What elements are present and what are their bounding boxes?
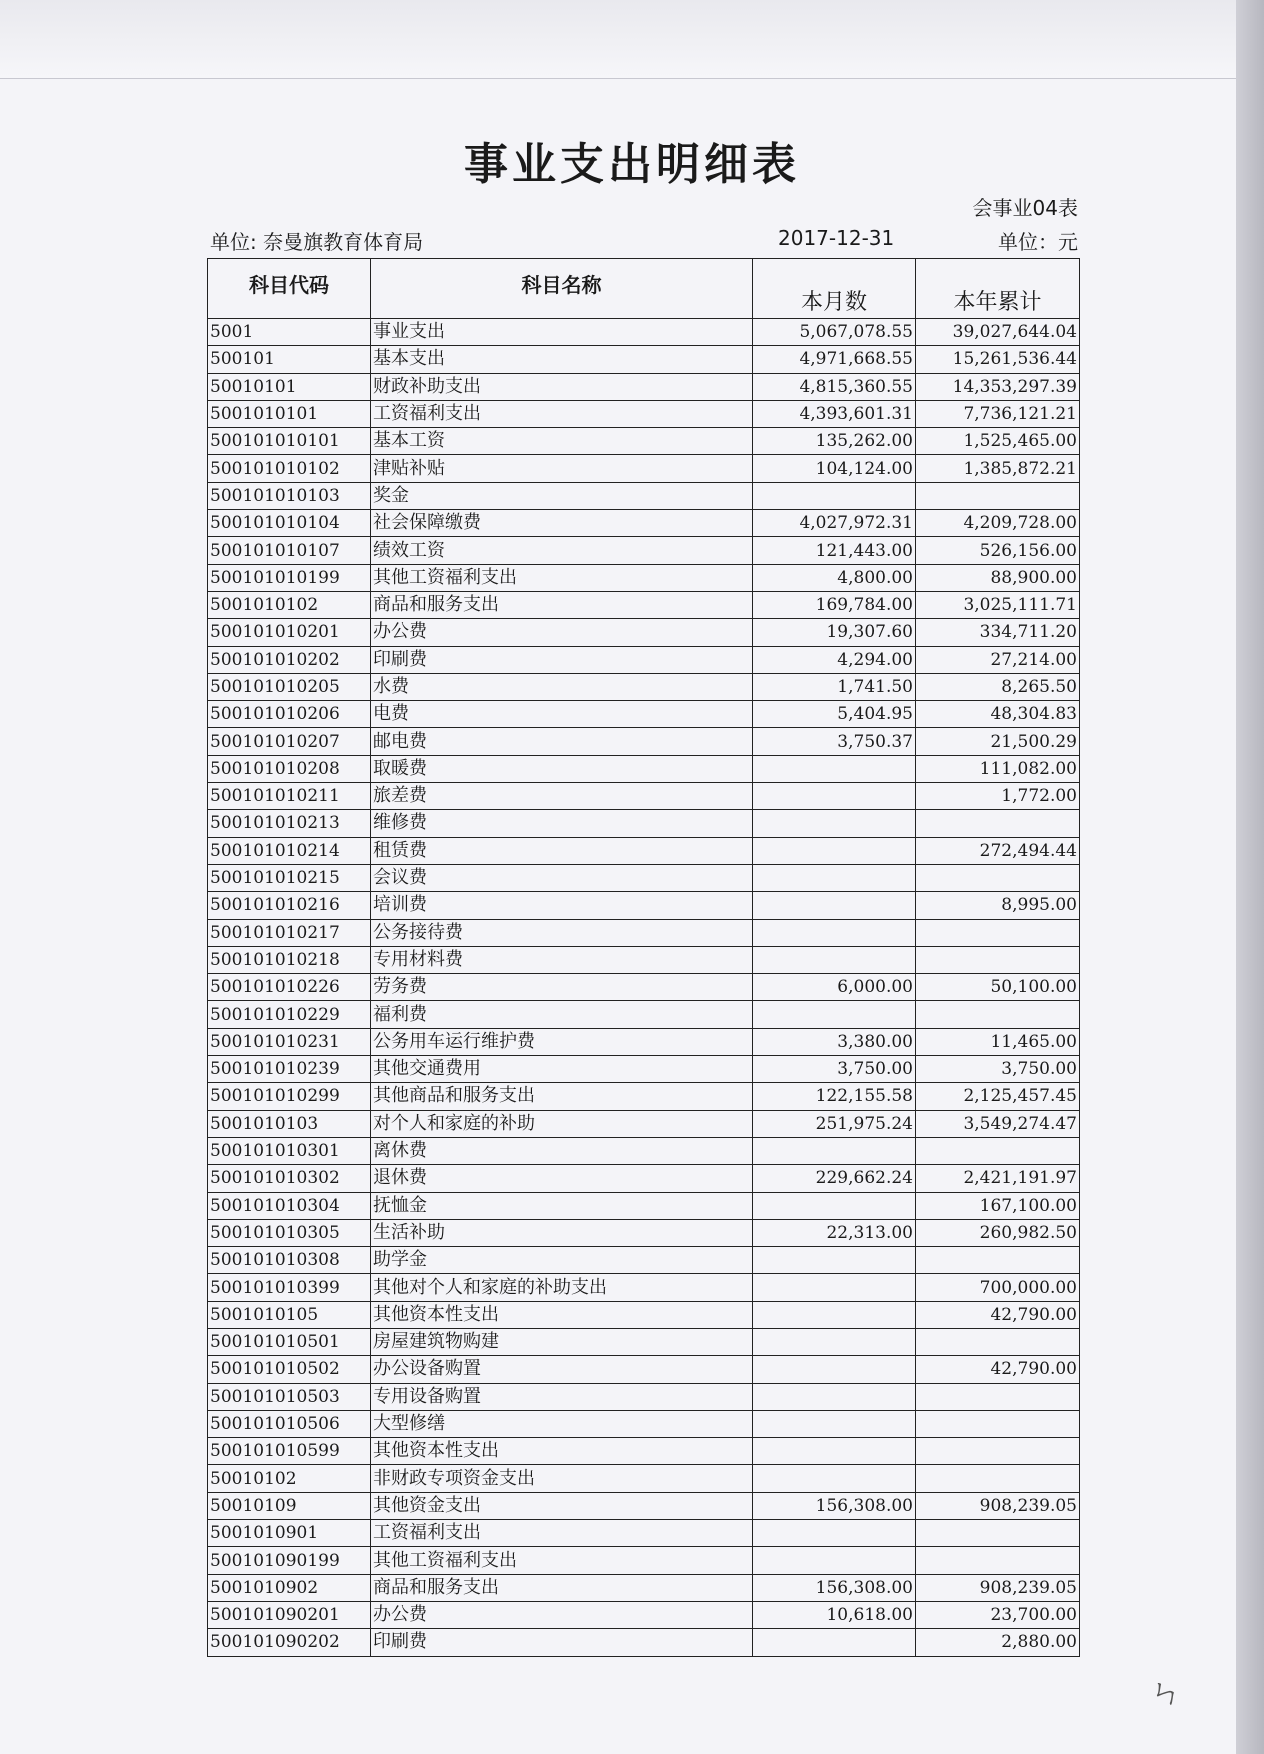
- row-ytd-amount: 15,261,536.44: [916, 346, 1080, 373]
- table-row: [208, 1219, 1080, 1246]
- row-code: 500101010202: [208, 646, 371, 673]
- row-code: 500101010231: [208, 1028, 371, 1055]
- header-name: 科目名称: [371, 259, 753, 319]
- row-month-amount: 4,294.00: [753, 646, 916, 673]
- row-ytd-amount: 1,772.00: [916, 783, 1080, 810]
- row-name: 奖金: [371, 482, 753, 509]
- row-ytd-amount: 11,465.00: [916, 1028, 1080, 1055]
- row-month-amount: 10,618.00: [753, 1601, 916, 1628]
- table-row: [208, 946, 1080, 973]
- row-ytd-amount: 111,082.00: [916, 755, 1080, 782]
- row-code: 50010109: [208, 1492, 371, 1519]
- row-code: 50010102: [208, 1465, 371, 1492]
- row-name: 邮电费: [371, 728, 753, 755]
- row-name: 大型修缮: [371, 1410, 753, 1437]
- row-code: 500101010399: [208, 1274, 371, 1301]
- row-code: 500101010207: [208, 728, 371, 755]
- row-code: 500101010506: [208, 1410, 371, 1437]
- row-name: 离休费: [371, 1137, 753, 1164]
- table-row: [208, 1383, 1080, 1410]
- table-row: [208, 537, 1080, 564]
- row-month-amount: 3,750.00: [753, 1056, 916, 1083]
- row-code: 500101010501: [208, 1328, 371, 1355]
- row-ytd-amount: 27,214.00: [916, 646, 1080, 673]
- row-month-amount: [753, 755, 916, 782]
- row-code: 500101010104: [208, 510, 371, 537]
- row-ytd-amount: [916, 1383, 1080, 1410]
- table-row: [208, 1328, 1080, 1355]
- row-ytd-amount: 2,125,457.45: [916, 1083, 1080, 1110]
- row-ytd-amount: [916, 1547, 1080, 1574]
- row-name: 办公设备购置: [371, 1356, 753, 1383]
- row-code: 500101010211: [208, 783, 371, 810]
- table-row: [208, 1438, 1080, 1465]
- table-row: [208, 919, 1080, 946]
- row-name: 助学金: [371, 1247, 753, 1274]
- row-name: 财政补助支出: [371, 373, 753, 400]
- row-code: 500101010302: [208, 1165, 371, 1192]
- row-name: 基本支出: [371, 346, 753, 373]
- table-row: [208, 591, 1080, 618]
- row-code: 500101010103: [208, 482, 371, 509]
- row-name: 专用材料费: [371, 946, 753, 973]
- table-row: [208, 728, 1080, 755]
- row-name: 旅差费: [371, 783, 753, 810]
- table-header-row: [208, 259, 1080, 319]
- row-month-amount: [753, 1274, 916, 1301]
- table-row: [208, 1574, 1080, 1601]
- row-month-amount: [753, 1001, 916, 1028]
- row-month-amount: 22,313.00: [753, 1219, 916, 1246]
- report-date: 2017-12-31: [778, 226, 895, 250]
- form-number: 会事业04表: [972, 196, 1078, 220]
- row-month-amount: 1,741.50: [753, 673, 916, 700]
- row-name: 福利费: [371, 1001, 753, 1028]
- row-code: 500101010503: [208, 1383, 371, 1410]
- row-code: 500101010201: [208, 619, 371, 646]
- row-ytd-amount: 2,880.00: [916, 1629, 1080, 1656]
- row-ytd-amount: 50,100.00: [916, 974, 1080, 1001]
- row-ytd-amount: 908,239.05: [916, 1574, 1080, 1601]
- table-row: [208, 701, 1080, 728]
- row-name: 办公费: [371, 619, 753, 646]
- row-month-amount: 3,380.00: [753, 1028, 916, 1055]
- table-row: [208, 810, 1080, 837]
- row-ytd-amount: [916, 1438, 1080, 1465]
- row-code: 500101010599: [208, 1438, 371, 1465]
- row-ytd-amount: 260,982.50: [916, 1219, 1080, 1246]
- row-name: 工资福利支出: [371, 1520, 753, 1547]
- row-month-amount: 4,971,668.55: [753, 346, 916, 373]
- row-name: 其他交通费用: [371, 1056, 753, 1083]
- row-name: 其他工资福利支出: [371, 1547, 753, 1574]
- row-ytd-amount: 3,549,274.47: [916, 1110, 1080, 1137]
- row-name: 非财政专项资金支出: [371, 1465, 753, 1492]
- row-ytd-amount: 14,353,297.39: [916, 373, 1080, 400]
- row-name: 社会保障缴费: [371, 510, 753, 537]
- row-ytd-amount: 7,736,121.21: [916, 400, 1080, 427]
- row-ytd-amount: 4,209,728.00: [916, 510, 1080, 537]
- row-month-amount: 19,307.60: [753, 619, 916, 646]
- handwritten-mark: ㄣ: [1145, 1670, 1186, 1716]
- row-code: 5001: [208, 319, 371, 346]
- organization-unit: 单位: 奈曼旗教育体育局: [210, 230, 424, 254]
- row-ytd-amount: 21,500.29: [916, 728, 1080, 755]
- row-code: 500101010213: [208, 810, 371, 837]
- row-name: 其他资本性支出: [371, 1438, 753, 1465]
- table-row: [208, 1110, 1080, 1137]
- header-month: 本月数: [753, 259, 916, 319]
- row-month-amount: 156,308.00: [753, 1492, 916, 1519]
- row-month-amount: 4,027,972.31: [753, 510, 916, 537]
- row-code: 500101010101: [208, 428, 371, 455]
- row-month-amount: [753, 482, 916, 509]
- row-code: 500101010308: [208, 1247, 371, 1274]
- row-ytd-amount: [916, 482, 1080, 509]
- row-name: 租赁费: [371, 837, 753, 864]
- row-name: 专用设备购置: [371, 1383, 753, 1410]
- row-month-amount: 104,124.00: [753, 455, 916, 482]
- page-edge-shadow: [1236, 0, 1264, 1754]
- row-code: 5001010105: [208, 1301, 371, 1328]
- row-ytd-amount: 1,525,465.00: [916, 428, 1080, 455]
- row-month-amount: [753, 919, 916, 946]
- table-row: [208, 837, 1080, 864]
- row-code: 500101010107: [208, 537, 371, 564]
- table-row: [208, 1492, 1080, 1519]
- row-code: 500101010239: [208, 1056, 371, 1083]
- row-month-amount: [753, 810, 916, 837]
- document-title: 事业支出明细表: [464, 139, 800, 190]
- row-month-amount: 5,067,078.55: [753, 319, 916, 346]
- row-month-amount: 4,393,601.31: [753, 400, 916, 427]
- row-code: 50010101: [208, 373, 371, 400]
- row-month-amount: [753, 1301, 916, 1328]
- row-ytd-amount: 23,700.00: [916, 1601, 1080, 1628]
- table-row: [208, 1601, 1080, 1628]
- header-ytd: 本年累计: [916, 259, 1080, 319]
- row-code: 500101010206: [208, 701, 371, 728]
- row-code: 500101: [208, 346, 371, 373]
- table-row: [208, 1083, 1080, 1110]
- row-name: 其他资本性支出: [371, 1301, 753, 1328]
- row-ytd-amount: [916, 1410, 1080, 1437]
- row-name: 绩效工资: [371, 537, 753, 564]
- row-month-amount: 251,975.24: [753, 1110, 916, 1137]
- table-row: [208, 455, 1080, 482]
- table-row: [208, 974, 1080, 1001]
- row-name: 商品和服务支出: [371, 591, 753, 618]
- row-ytd-amount: 8,265.50: [916, 673, 1080, 700]
- table-row: [208, 428, 1080, 455]
- row-code: 500101010217: [208, 919, 371, 946]
- table-row: [208, 1629, 1080, 1656]
- table-row: [208, 783, 1080, 810]
- row-month-amount: [753, 864, 916, 891]
- row-name: 办公费: [371, 1601, 753, 1628]
- row-ytd-amount: 48,304.83: [916, 701, 1080, 728]
- row-name: 印刷费: [371, 1629, 753, 1656]
- row-ytd-amount: [916, 1465, 1080, 1492]
- currency-unit: 单位：元: [998, 230, 1078, 254]
- row-ytd-amount: 3,025,111.71: [916, 591, 1080, 618]
- row-name: 退休费: [371, 1165, 753, 1192]
- row-ytd-amount: 167,100.00: [916, 1192, 1080, 1219]
- row-ytd-amount: 272,494.44: [916, 837, 1080, 864]
- row-month-amount: [753, 837, 916, 864]
- folded-page-edge: [0, 0, 1236, 79]
- table-row: [208, 1301, 1080, 1328]
- row-code: 500101010215: [208, 864, 371, 891]
- table-row: [208, 892, 1080, 919]
- row-name: 公务用车运行维护费: [371, 1028, 753, 1055]
- row-ytd-amount: 908,239.05: [916, 1492, 1080, 1519]
- row-month-amount: 6,000.00: [753, 974, 916, 1001]
- row-month-amount: [753, 1547, 916, 1574]
- row-code: 5001010102: [208, 591, 371, 618]
- table-row: [208, 1192, 1080, 1219]
- row-month-amount: 169,784.00: [753, 591, 916, 618]
- row-month-amount: 121,443.00: [753, 537, 916, 564]
- row-code: 500101010226: [208, 974, 371, 1001]
- row-name: 其他工资福利支出: [371, 564, 753, 591]
- row-code: 500101010301: [208, 1137, 371, 1164]
- row-ytd-amount: [916, 1137, 1080, 1164]
- row-month-amount: 135,262.00: [753, 428, 916, 455]
- row-ytd-amount: 88,900.00: [916, 564, 1080, 591]
- table-row: [208, 1520, 1080, 1547]
- row-ytd-amount: 3,750.00: [916, 1056, 1080, 1083]
- row-code: 500101010216: [208, 892, 371, 919]
- row-month-amount: [753, 1356, 916, 1383]
- table-row: [208, 564, 1080, 591]
- row-month-amount: [753, 783, 916, 810]
- row-code: 500101010304: [208, 1192, 371, 1219]
- row-name: 水费: [371, 673, 753, 700]
- table-row: [208, 1001, 1080, 1028]
- row-month-amount: [753, 1247, 916, 1274]
- row-name: 生活补助: [371, 1219, 753, 1246]
- row-month-amount: 3,750.37: [753, 728, 916, 755]
- row-code: 500101010214: [208, 837, 371, 864]
- table-row: [208, 373, 1080, 400]
- table-row: [208, 1056, 1080, 1083]
- row-ytd-amount: 42,790.00: [916, 1356, 1080, 1383]
- row-ytd-amount: [916, 1001, 1080, 1028]
- header-code: 科目代码: [208, 259, 371, 319]
- row-code: 5001010103: [208, 1110, 371, 1137]
- table-row: [208, 1247, 1080, 1274]
- row-name: 公务接待费: [371, 919, 753, 946]
- row-ytd-amount: 526,156.00: [916, 537, 1080, 564]
- table-row: [208, 1465, 1080, 1492]
- row-ytd-amount: 2,421,191.97: [916, 1165, 1080, 1192]
- row-code: 5001010902: [208, 1574, 371, 1601]
- table-row: [208, 1165, 1080, 1192]
- row-month-amount: [753, 892, 916, 919]
- row-ytd-amount: 1,385,872.21: [916, 455, 1080, 482]
- table-row: [208, 510, 1080, 537]
- row-ytd-amount: 39,027,644.04: [916, 319, 1080, 346]
- row-month-amount: [753, 1328, 916, 1355]
- table-body: [208, 319, 1080, 1657]
- row-month-amount: [753, 1410, 916, 1437]
- row-name: 其他商品和服务支出: [371, 1083, 753, 1110]
- row-month-amount: [753, 946, 916, 973]
- row-code: 5001010101: [208, 400, 371, 427]
- table-row: [208, 646, 1080, 673]
- row-month-amount: 229,662.24: [753, 1165, 916, 1192]
- table-row: [208, 346, 1080, 373]
- expense-detail-table: [207, 258, 1080, 1657]
- row-month-amount: 4,800.00: [753, 564, 916, 591]
- table-row: [208, 755, 1080, 782]
- row-ytd-amount: [916, 1520, 1080, 1547]
- row-ytd-amount: 42,790.00: [916, 1301, 1080, 1328]
- row-ytd-amount: [916, 919, 1080, 946]
- row-ytd-amount: [916, 864, 1080, 891]
- row-name: 基本工资: [371, 428, 753, 455]
- row-ytd-amount: [916, 1247, 1080, 1274]
- row-name: 津贴补贴: [371, 455, 753, 482]
- table-row: [208, 1547, 1080, 1574]
- row-code: 500101010199: [208, 564, 371, 591]
- row-month-amount: [753, 1383, 916, 1410]
- row-month-amount: 5,404.95: [753, 701, 916, 728]
- row-code: 500101010218: [208, 946, 371, 973]
- row-name: 电费: [371, 701, 753, 728]
- row-name: 其他对个人和家庭的补助支出: [371, 1274, 753, 1301]
- row-name: 抚恤金: [371, 1192, 753, 1219]
- row-month-amount: [753, 1438, 916, 1465]
- row-month-amount: [753, 1192, 916, 1219]
- row-code: 500101010208: [208, 755, 371, 782]
- row-ytd-amount: 700,000.00: [916, 1274, 1080, 1301]
- row-code: 500101090201: [208, 1601, 371, 1628]
- row-name: 房屋建筑物购建: [371, 1328, 753, 1355]
- row-code: 500101010305: [208, 1219, 371, 1246]
- row-ytd-amount: 8,995.00: [916, 892, 1080, 919]
- row-month-amount: [753, 1520, 916, 1547]
- row-name: 其他资金支出: [371, 1492, 753, 1519]
- row-code: 500101090199: [208, 1547, 371, 1574]
- row-name: 印刷费: [371, 646, 753, 673]
- row-month-amount: 122,155.58: [753, 1083, 916, 1110]
- row-name: 商品和服务支出: [371, 1574, 753, 1601]
- row-name: 培训费: [371, 892, 753, 919]
- table-row: [208, 673, 1080, 700]
- row-name: 工资福利支出: [371, 400, 753, 427]
- table-row: [208, 619, 1080, 646]
- row-code: 500101010502: [208, 1356, 371, 1383]
- table-row: [208, 1274, 1080, 1301]
- row-name: 维修费: [371, 810, 753, 837]
- row-code: 500101010229: [208, 1001, 371, 1028]
- row-name: 劳务费: [371, 974, 753, 1001]
- row-name: 会议费: [371, 864, 753, 891]
- row-ytd-amount: 334,711.20: [916, 619, 1080, 646]
- row-ytd-amount: [916, 1328, 1080, 1355]
- table-row: [208, 400, 1080, 427]
- row-month-amount: 4,815,360.55: [753, 373, 916, 400]
- row-name: 取暖费: [371, 755, 753, 782]
- row-code: 500101090202: [208, 1629, 371, 1656]
- table-row: [208, 1356, 1080, 1383]
- row-ytd-amount: [916, 946, 1080, 973]
- row-month-amount: 156,308.00: [753, 1574, 916, 1601]
- row-ytd-amount: [916, 810, 1080, 837]
- row-name: 事业支出: [371, 319, 753, 346]
- row-month-amount: [753, 1629, 916, 1656]
- row-code: 5001010901: [208, 1520, 371, 1547]
- row-code: 500101010102: [208, 455, 371, 482]
- table-row: [208, 319, 1080, 346]
- table-row: [208, 864, 1080, 891]
- table-row: [208, 1410, 1080, 1437]
- table-row: [208, 1137, 1080, 1164]
- row-month-amount: [753, 1465, 916, 1492]
- row-name: 对个人和家庭的补助: [371, 1110, 753, 1137]
- row-code: 500101010205: [208, 673, 371, 700]
- row-code: 500101010299: [208, 1083, 371, 1110]
- table-row: [208, 1028, 1080, 1055]
- row-month-amount: [753, 1137, 916, 1164]
- table-row: [208, 482, 1080, 509]
